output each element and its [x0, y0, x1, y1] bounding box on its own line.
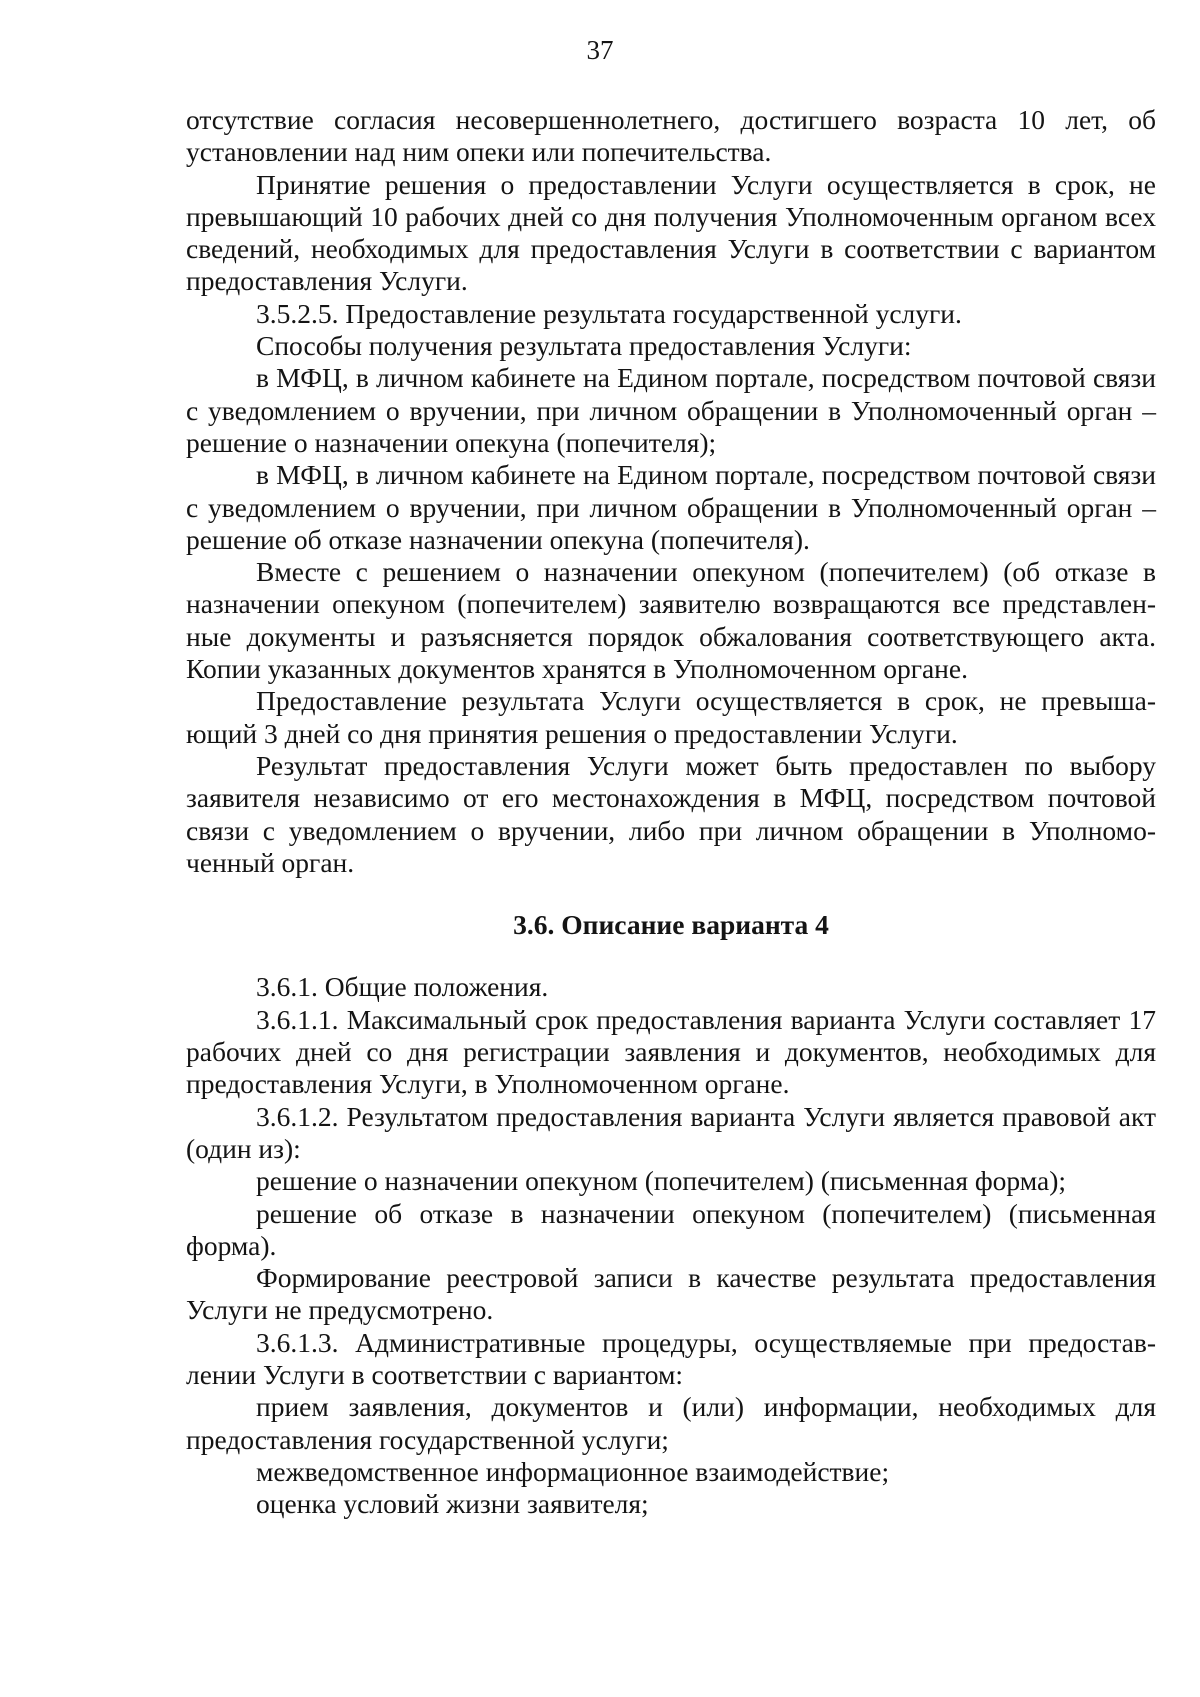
paragraph-procedure-assessment: оценка условий жизни заявителя; [256, 1488, 649, 1520]
paragraph-result-appointment: решение о назначении опекуном (попечителем) (письменная форма); [256, 1165, 1066, 1197]
paragraph-result-term: Предоставление результата Услуги осуществляется в срок, не превышающий 3 дней со дня принятия решения о предоставлении Услуги. [186, 685, 1156, 749]
page-number: 37 [586, 35, 614, 65]
paragraph-method-appointment: в МФЦ, в личном кабинете на Едином портале, посредством почтовой связи с уведомлением о вручении, при личном обращении в Уполномоченный орган – решение о назначении опекуна (попечителя); [186, 362, 1156, 458]
paragraph-section-3-5-2-5: 3.5.2.5. Предоставление результата государственной услуги. [256, 297, 962, 329]
paragraph-procedure-interagency: межведомственное информационное взаимодействие; [256, 1455, 890, 1487]
paragraph-section-3-6-1-3: 3.6.1.3. Административные процедуры, осуществляемые при предоставлении Услуги в соответствии с вариантом: [186, 1326, 1156, 1390]
section-heading-3-6: 3.6. Описание варианта 4 [513, 909, 829, 941]
paragraph-decision-term: Принятие решения о предоставлении Услуги осуществляется в срок, не превышающий 10 рабочих дней со дня получения Уполномоченным органом всех сведений, необходимых для предоставления Услуги в соответствии с вариантом предоставления Услуги. [186, 168, 1156, 297]
paragraph-result-refusal: решение об отказе в назначении опекуном (попечителем) (письменная форма). [186, 1197, 1156, 1261]
document-body [186, 104, 1156, 1520]
paragraph-section-3-6-1: 3.6.1. Общие положения. [256, 971, 549, 1003]
paragraph-result-delivery: Результат предоставления Услуги может быть предоставлен по выбору заявителя независимо от его местонахождения в МФЦ, посредством почтовой связи с уведомлением о вручении, либо при личном обращении в Уполномоченный орган. [186, 749, 1156, 878]
paragraph-section-3-6-1-2: 3.6.1.2. Результатом предоставления варианта Услуги является правовой акт (один из): [186, 1100, 1156, 1164]
paragraph-continuation: отсутствие согласия несовершеннолетнего, достигшего возраста 10 лет, об установлении над ним опеки или попечительства. [186, 104, 1156, 168]
paragraph-registry-record: Формирование реестровой записи в качестве результата предоставления Услуги не предусмотрено. [186, 1262, 1156, 1326]
paragraph-result-methods: Способы получения результата предоставления Услуги: [256, 330, 912, 362]
paragraph-method-refusal: в МФЦ, в личном кабинете на Едином портале, посредством почтовой связи с уведомлением о вручении, при личном обращении в Уполномоченный орган – решение об отказе назначении опекуна (попечителя). [186, 459, 1156, 555]
paragraph-section-3-6-1-1: 3.6.1.1. Максимальный срок предоставления варианта Услуги составляет 17 рабочих дней со дня регистрации заявления и документов, необходимых для предоставления Услуги, в Уполномоченном органе. [186, 1003, 1156, 1100]
paragraph-documents-returned: Вместе с решением о назначении опекуном (попечителем) (об отказе в назначении опекуном (попечителем) заявителю возвращаются все представленные документы и разъясняется порядок обжалования соответствующего акта. Копии указанных документов хранятся в Уполномоченном органе. [186, 556, 1156, 685]
paragraph-procedure-intake: прием заявления, документов и (или) информации, необходимых для предоставления государственной услуги; [186, 1391, 1156, 1455]
